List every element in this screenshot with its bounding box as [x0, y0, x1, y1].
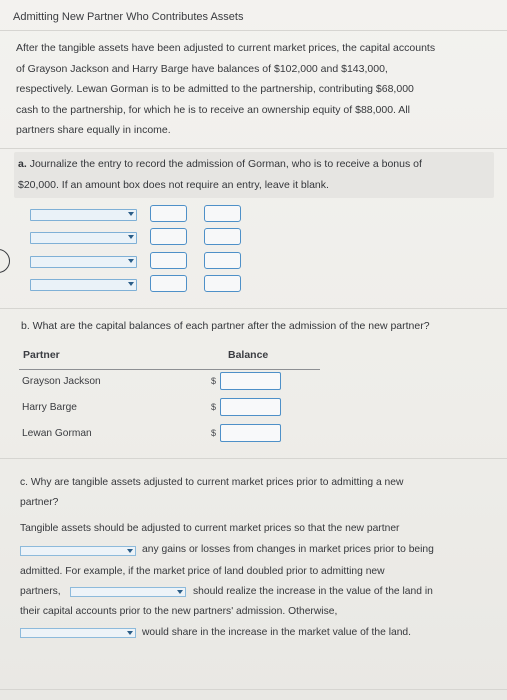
intro-line: of Grayson Jackson and Harry Barge have balances of $102,000 and $143,000, — [16, 62, 388, 75]
intro-line: After the tangible assets have been adjusted to current market prices, the capital accounts — [16, 42, 436, 54]
part-a-line: $20,000. If an amount box does not require an entry, leave it blank. — [18, 178, 329, 191]
credit-input[interactable] — [204, 228, 241, 245]
problem-intro — [16, 38, 494, 141]
nav-arrow-icon[interactable] — [0, 249, 10, 273]
part-b-question: b. What are the capital balances of each partner after the admission of the new partner? — [21, 320, 430, 332]
credit-input[interactable] — [204, 205, 241, 222]
debit-input[interactable] — [150, 252, 187, 269]
table-header-rule — [19, 369, 320, 370]
bottom-divider — [0, 689, 507, 690]
answer-line: partners, — [20, 586, 61, 597]
chevron-down-icon — [128, 282, 134, 286]
answer-select-1[interactable] — [20, 546, 136, 556]
partner-name: Grayson Jackson — [22, 376, 101, 387]
chevron-down-icon — [177, 590, 183, 594]
part-a-question — [18, 154, 488, 195]
intro-line: partners share equally in income. — [16, 124, 171, 136]
account-select[interactable] — [30, 279, 137, 291]
account-select[interactable] — [30, 232, 137, 244]
credit-input[interactable] — [204, 275, 241, 292]
part-a-line — [18, 154, 488, 175]
title-divider — [0, 30, 507, 31]
part-a-text: Journalize the entry to record the admission of Gorman, who is to receive a bonus of — [29, 158, 422, 170]
chevron-down-icon — [128, 235, 134, 239]
chevron-down-icon — [128, 259, 134, 263]
currency-symbol: $ — [211, 376, 217, 386]
col-header-partner: Partner — [23, 349, 60, 361]
currency-symbol: $ — [211, 402, 217, 412]
part-a-marker: a. — [18, 158, 27, 170]
chevron-down-icon — [127, 549, 133, 553]
partner-name: Lewan Gorman — [22, 428, 92, 439]
credit-input[interactable] — [204, 252, 241, 269]
answer-select-3[interactable] — [20, 628, 136, 638]
answer-line: would share in the increase in the market value of the land. — [142, 627, 412, 638]
answer-line: Tangible assets should be adjusted to current market prices so that the new partner — [20, 523, 400, 534]
currency-symbol: $ — [211, 428, 217, 438]
answer-line: any gains or losses from changes in market prices prior to being — [142, 544, 434, 555]
chevron-down-icon — [127, 631, 133, 635]
account-select[interactable] — [30, 256, 137, 268]
partner-name: Harry Barge — [22, 402, 77, 413]
answer-select-2[interactable] — [70, 587, 186, 597]
answer-line: should realize the increase in the value of the land in — [193, 586, 433, 597]
balance-input[interactable] — [220, 398, 281, 416]
col-header-balance: Balance — [228, 349, 269, 361]
chevron-down-icon — [128, 212, 134, 216]
debit-input[interactable] — [150, 228, 187, 245]
intro-line: cash to the partnership, for which he is to receive an ownership equity of $88,000. All — [16, 103, 410, 116]
part-c-question — [20, 473, 480, 513]
balance-input[interactable] — [220, 424, 281, 442]
part-c-line: partner? — [20, 497, 59, 508]
answer-line: admitted. For example, if the market price of land doubled prior to admitting new — [20, 566, 385, 577]
debit-input[interactable] — [150, 205, 187, 222]
section-divider — [0, 308, 507, 309]
page-title: Admitting New Partner Who Contributes Assets — [13, 11, 244, 23]
account-select[interactable] — [30, 209, 137, 221]
intro-line: respectively. Lewan Gorman is to be admitted to the partnership, contributing $68,000 — [16, 83, 414, 95]
section-divider — [0, 148, 507, 149]
part-c-line: c. Why are tangible assets adjusted to current market prices prior to admitting a new — [20, 477, 404, 488]
balance-input[interactable] — [220, 372, 281, 390]
answer-line: their capital accounts prior to the new partners' admission. Otherwise, — [20, 606, 338, 617]
debit-input[interactable] — [150, 275, 187, 292]
section-divider — [0, 458, 507, 459]
